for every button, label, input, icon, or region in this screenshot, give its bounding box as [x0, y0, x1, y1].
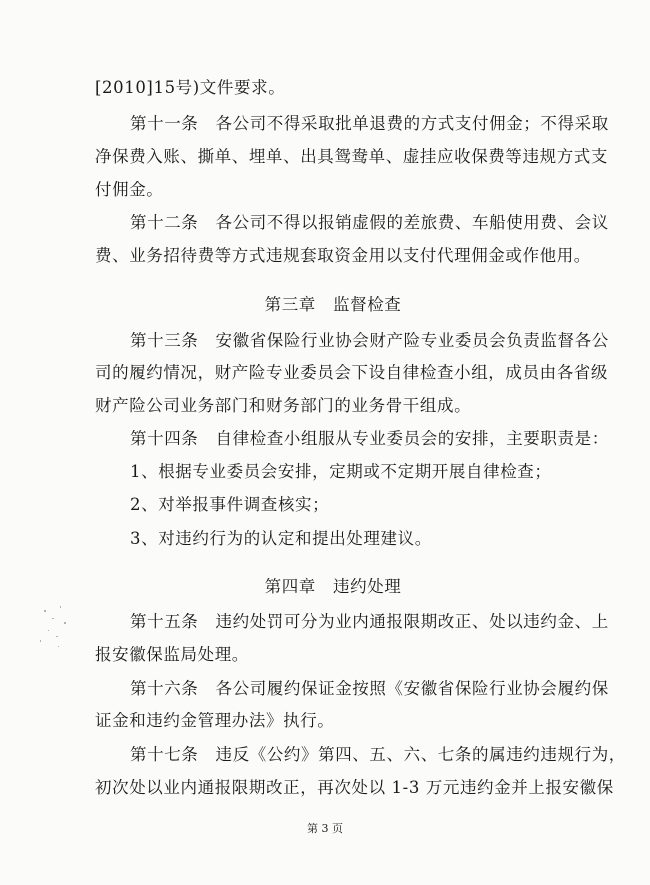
text-line: 净保费入账、撕单、埋单、出具鸳鸯单、虚挂应收保费等违规方式支: [95, 147, 608, 166]
text-line: 付佣金。: [95, 180, 164, 199]
text-line: 初次处以业内通报限期改正，再次处以 1-3 万元违约金并上报安徽保: [95, 778, 614, 797]
text-line: 证金和违约金管理办法》执行。: [95, 711, 335, 730]
text-line: 第十二条 各公司不得以报销虚假的差旅费、车船使用费、会议: [130, 213, 609, 232]
list-item: 1、根据专业委员会安排，定期或不定期开展自律检查；: [130, 462, 552, 481]
text-line: 费、业务招待费等方式违规套取资金用以支付代理佣金或作他用。: [95, 246, 591, 265]
text-line: 第十五条 违约处罚可分为业内通报限期改正、处以违约金、上: [130, 612, 609, 631]
list-item: 2、对举报事件调查核实；: [130, 495, 330, 514]
text-line: 第十四条 自律检查小组服从专业委员会的安排，主要职责是：: [130, 429, 609, 448]
text-line: 第十六条 各公司履约保证金按照《安徽省保险行业协会履约保: [130, 679, 609, 698]
page-number: 第 3 页: [307, 822, 343, 835]
text-line: 第十七条 违反《公约》第四、五、六、七条的属违约违规行为，: [130, 745, 626, 764]
chapter-heading: 第四章 违约处理: [264, 577, 402, 596]
list-item: 3、对违约行为的认定和提出处理建议。: [130, 529, 432, 548]
text-line: 司的履约情况，财产险专业委员会下设自律检查小组，成员由各省级: [95, 363, 608, 382]
text-line: [2010]15号)文件要求。: [95, 78, 286, 97]
chapter-heading: 第三章 监督检查: [264, 295, 402, 314]
text-line: 财产险公司业务部门和财务部门的业务骨干组成。: [95, 396, 472, 415]
text-line: 第十一条 各公司不得采取批单退费的方式支付佣金；不得采取: [130, 114, 609, 133]
text-line: 第十三条 安徽省保险行业协会财产险专业委员会负责监督各公: [130, 331, 609, 350]
text-line: 报安徽保监局处理。: [95, 645, 249, 664]
